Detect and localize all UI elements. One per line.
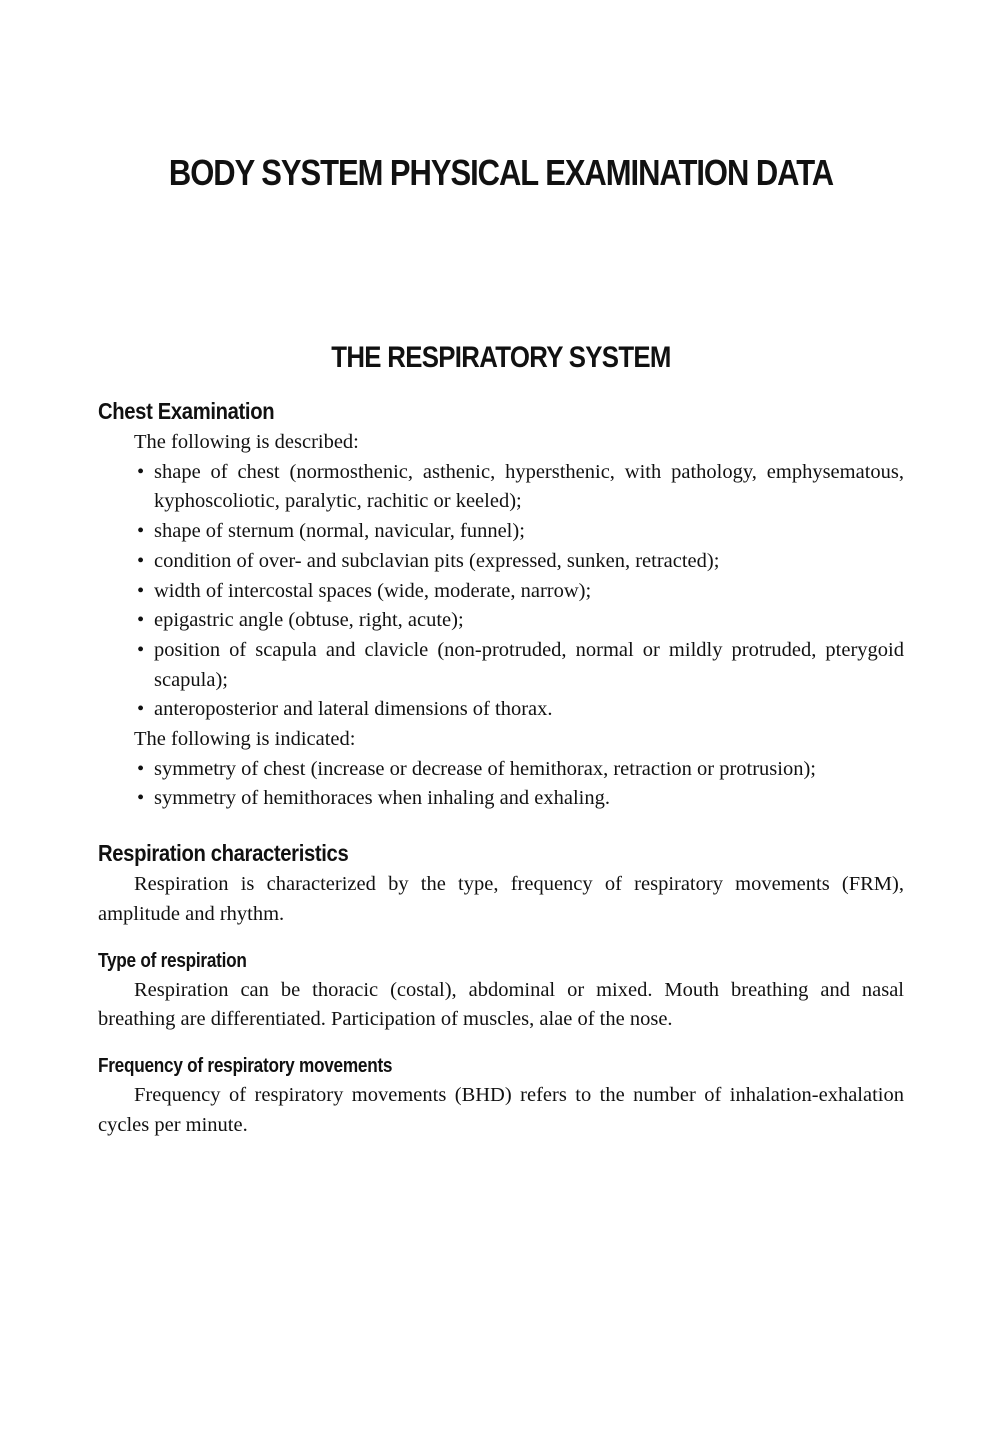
content-flow xyxy=(98,394,904,1140)
page-title: BODY SYSTEM PHYSICAL EXAMINATION DATA xyxy=(168,152,834,193)
list-item: • condition of over- and subclavian pits (expressed, sunken, retracted); xyxy=(137,547,904,577)
list-item: • shape of chest (normosthenic, asthenic, hypersthenic, with pathology, emphysematous, kyphoscoliotic, paralytic, rachitic or keeled); xyxy=(137,458,904,517)
chest-examination-heading: Chest Examination xyxy=(98,398,275,424)
list-item: • anteroposterior and lateral dimensions of thorax. xyxy=(137,695,904,725)
respiration-characteristics-text: Respiration is characterized by the type, frequency of respiratory movements (FRM), amplitude and rhythm. xyxy=(98,873,904,925)
list-item: • symmetry of hemithoraces when inhaling and exhaling. xyxy=(137,784,904,814)
list-item: • shape of sternum (normal, navicular, funnel); xyxy=(137,517,904,547)
described-intro: The following is described: xyxy=(134,431,359,453)
list-item: • position of scapula and clavicle (non-protruded, normal or mildly protruded, pterygoid scapula); xyxy=(137,636,904,695)
type-of-respiration-heading: Type of respiration xyxy=(98,949,247,972)
list-item: • symmetry of chest (increase or decrease of hemithorax, retraction or protrusion); xyxy=(137,755,904,785)
type-of-respiration-text: Respiration can be thoracic (costal), abdominal or mixed. Mouth breathing and nasal breathing are differentiated. Participation of muscles, alae of the nose. xyxy=(98,978,904,1031)
indicated-list xyxy=(98,755,904,814)
section-title: THE RESPIRATORY SYSTEM xyxy=(331,341,671,374)
described-list xyxy=(98,458,904,725)
frequency-heading: Frequency of respiratory movements xyxy=(98,1054,393,1077)
respiration-characteristics-heading: Respiration characteristics xyxy=(98,840,349,867)
list-item: • epigastric angle (obtuse, right, acute); xyxy=(137,606,904,636)
list-item: • width of intercostal spaces (wide, moderate, narrow); xyxy=(137,577,904,607)
frequency-text: Frequency of respiratory movements (BHD) refers to the number of inhalation-exhalation cycles per minute. xyxy=(98,1083,904,1136)
indicated-intro: The following is indicated: xyxy=(134,728,356,751)
